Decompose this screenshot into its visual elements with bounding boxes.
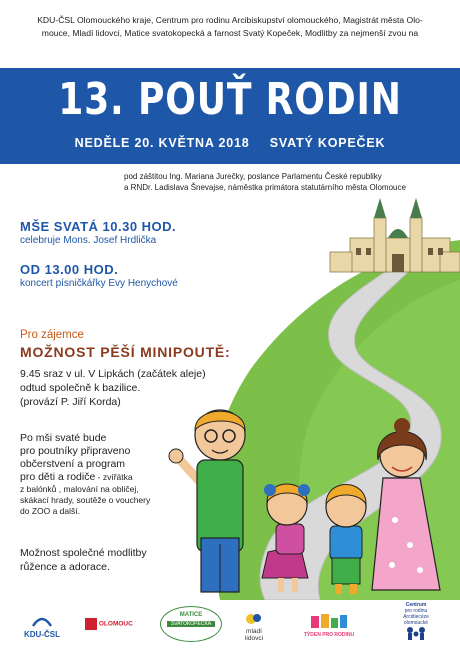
patronage-line-1: pod záštitou Ing. Mariana Jurečky, poslance Parlamentu České republiky [124,172,382,181]
partner-logos [0,600,460,650]
matice-label-bottom: SVATOKOPECKÁ [167,621,215,627]
olomouc-logo [80,618,138,636]
event-title: 13. POUŤ RODIN [58,74,402,125]
tyden-label: TÝDEN PRO RODINU [303,632,355,638]
program-line-4a: pro děti a rodiče [20,471,96,483]
pilgrimage-line-2: odtud společně k bazilice. [20,382,141,394]
mladi-lidovci-icon [246,612,262,626]
patronage-line-2: a RNDr. Ladislava Šnevajse, náměstka primátora statutárního města Olomouce [124,183,406,192]
kdu-csl-logo [14,614,70,639]
tyden-figures-icon [309,612,349,630]
program-text [20,432,190,517]
kdu-csl-label: KDU-ČSL [24,630,60,639]
olomouc-square-icon [85,618,97,630]
tyden-pro-rodinu-logo [300,612,358,638]
centrum-family-icon [404,626,428,640]
mladi-label-1: mladí [246,628,262,635]
program-line-6: skákací hrady, soutěže o vouchery [20,495,151,505]
kdu-swoosh-icon [31,614,53,628]
centrum-label-2: pro rodinu [404,608,428,614]
program-line-7: do ZOO a další. [20,506,80,516]
centrum-label-4: olomoucké [403,620,429,626]
centrum-label-1: Centrum [405,602,427,608]
event-subtitle [0,136,460,150]
program-line-2: pro poutníky připraveno [20,445,131,457]
concert-detail: koncert písničkářky Evy Henychové [20,278,178,289]
event-date: NEDĚLE 20. KVĚTNA 2018 [74,136,250,150]
intro-line-2: mouce, Mladí lidovci, Matice svatokopecká a farnost Svatý Kopeček, Modlitby za nejmenší zvou na [41,28,419,38]
prayer-text [20,546,190,574]
boy-figure [326,485,366,595]
prayer-line-1: Možnost společné modlitby [20,547,147,559]
event-place: SVATÝ KOPEČEK [269,136,386,150]
mladi-lidovci-logo [234,612,274,642]
program-line-4 [20,471,190,484]
centrum-pro-rodinu-logo [386,602,446,642]
mass-detail: celebruje Mons. Josef Hrdlička [20,235,157,246]
program-line-4b: - zvířátka [95,472,133,482]
intro-line-1: KDU-ČSL Olomouckého kraje, Centrum pro rodinu Arcibiskupství olomouckého, Magistrát města Olo- [37,15,423,25]
pilgrimage-line-1: 9.45 sraz v ul. V Lipkách (začátek aleje) [20,368,206,380]
matice-label-top: MATICE [179,612,203,618]
mladi-label-2: lidovci [244,635,264,642]
matice-logo [160,606,222,642]
centrum-label-3: Arcidiecéze [403,614,429,620]
for-interested-label: Pro zájemce [20,329,84,341]
concert-heading: OD 13.00 HOD. [20,262,119,277]
pilgrimage-details [20,367,250,409]
pilgrimage-line-3: (provází P. Jiří Korda) [20,396,121,408]
program-line-3: občerstvení a program [20,458,126,470]
basilica-icon [330,198,460,272]
intro-text [6,14,454,40]
mass-heading: MŠE SVATÁ 10.30 HOD. [20,219,177,234]
olomouc-label: OLOMOUC [98,620,133,628]
program-line-5: z balónků , malování na obličej, [20,484,139,494]
prayer-line-2: růžence a adorace. [20,561,110,573]
pilgrimage-heading: MOŽNOST PĚŠÍ MINIPOUTĚ: [20,344,231,360]
program-line-1: Po mši svaté bude [20,432,107,444]
